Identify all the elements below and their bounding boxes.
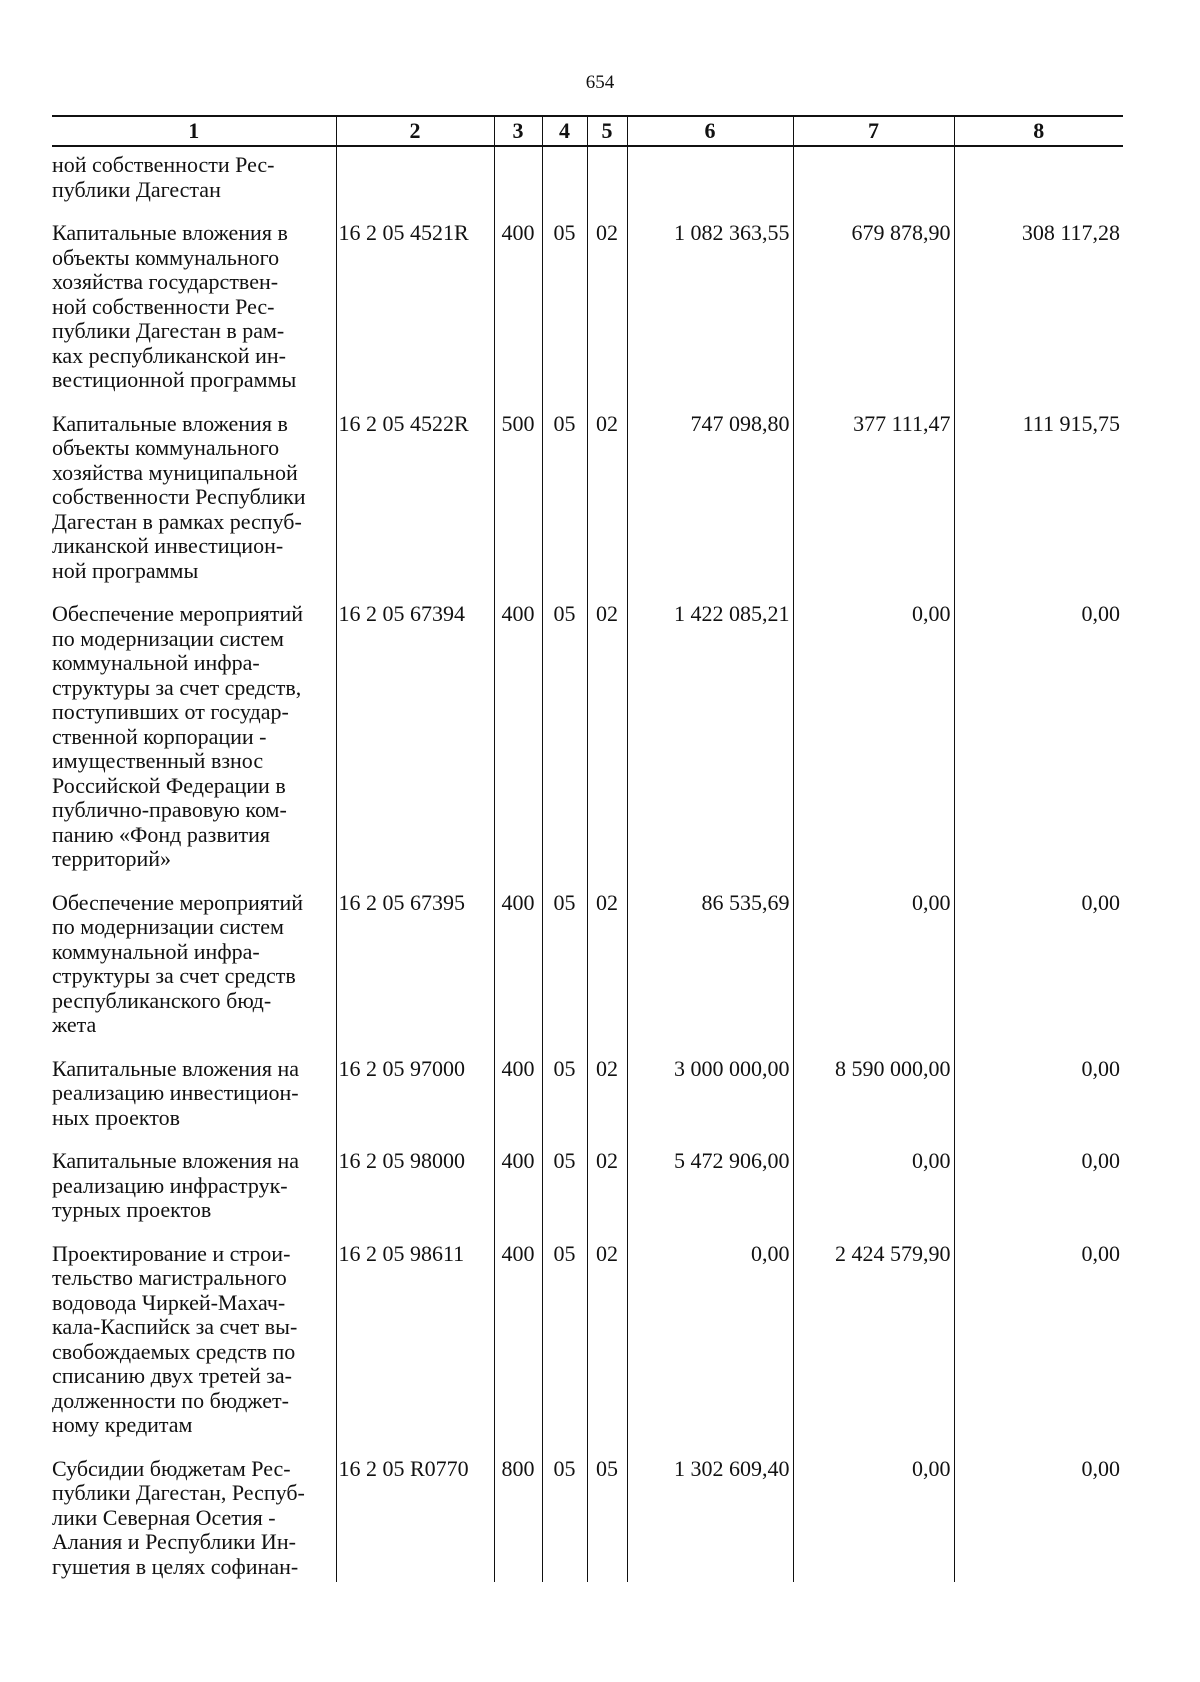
row-col-3: 400 xyxy=(494,602,542,891)
row-description: Капитальные вложения в объекты коммунального хозяйства государствен- ной собственности Рес- публики Дагестан в рам- ках республиканской ин- вестиционной программы xyxy=(52,220,297,392)
row-col-4: 05 xyxy=(542,1149,587,1242)
row-col-5: 02 xyxy=(587,1149,627,1242)
row-col-5: 05 xyxy=(587,1457,627,1583)
row-col-3 xyxy=(494,146,542,221)
row-amount-7: 377 111,47 xyxy=(793,412,954,603)
page-number: 654 xyxy=(585,72,615,93)
row-amount-8: 111 915,75 xyxy=(954,412,1123,603)
row-amount-6: 1 422 085,21 xyxy=(627,602,793,891)
row-col-3: 500 xyxy=(494,412,542,603)
header-col-2: 2 xyxy=(336,116,494,146)
row-amount-8: 0,00 xyxy=(954,1457,1123,1583)
budget-table-grid xyxy=(52,115,1123,1582)
row-amount-6 xyxy=(627,146,793,221)
row-amount-6: 0,00 xyxy=(627,1242,793,1457)
row-code: 16 2 05 98000 xyxy=(336,1149,494,1242)
row-amount-6: 1 302 609,40 xyxy=(627,1457,793,1583)
table-header xyxy=(52,116,1123,146)
row-col-5: 02 xyxy=(587,1057,627,1150)
row-col-3: 800 xyxy=(494,1457,542,1583)
row-col-5: 02 xyxy=(587,602,627,891)
row-amount-8: 0,00 xyxy=(954,1242,1123,1457)
row-description: Субсидии бюджетам Рес- публики Дагестан, Респуб- лики Северная Осетия - Алания и Республики Ин- гушетия в целях софинан- xyxy=(52,1455,305,1579)
row-code: 16 2 05 4522R xyxy=(336,412,494,603)
row-amount-6: 86 535,69 xyxy=(627,891,793,1057)
row-description: ной собственности Рес- публики Дагестан xyxy=(52,152,275,202)
table-body xyxy=(52,146,1123,1582)
table-row xyxy=(52,412,1123,603)
header-col-7: 7 xyxy=(793,116,954,146)
row-description: Капитальные вложения на реализацию инвестицион- ных проектов xyxy=(52,1055,299,1130)
table-row xyxy=(52,146,1123,221)
row-amount-8: 0,00 xyxy=(954,891,1123,1057)
row-amount-6: 747 098,80 xyxy=(627,412,793,603)
row-col-5: 02 xyxy=(587,1242,627,1457)
row-col-3: 400 xyxy=(494,221,542,412)
row-description: Проектирование и строи- тельство магистрального водовода Чиркей-Махач- кала-Каспийск за счет вы- свобождаемых средств по списанию двух третей за- долженности по бюджет- ному кредитам xyxy=(52,1240,298,1437)
row-col-4: 05 xyxy=(542,1457,587,1583)
table-row xyxy=(52,1149,1123,1242)
row-col-5: 02 xyxy=(587,221,627,412)
header-row xyxy=(52,116,1123,146)
row-amount-8: 0,00 xyxy=(954,1149,1123,1242)
row-amount-7: 0,00 xyxy=(793,1457,954,1583)
row-amount-8: 308 117,28 xyxy=(954,221,1123,412)
row-code: 16 2 05 67395 xyxy=(336,891,494,1057)
row-col-4 xyxy=(542,146,587,221)
row-code: 16 2 05 98611 xyxy=(336,1242,494,1457)
row-code: 16 2 05 4521R xyxy=(336,221,494,412)
row-col-4: 05 xyxy=(542,891,587,1057)
row-col-5 xyxy=(587,146,627,221)
row-description: Капитальные вложения в объекты коммунального хозяйства муниципальной собственности Республики Дагестан в рамках респуб- ликанской инвестицион- ной программы xyxy=(52,410,306,583)
row-code: 16 2 05 97000 xyxy=(336,1057,494,1150)
table-row xyxy=(52,602,1123,891)
row-amount-7: 0,00 xyxy=(793,602,954,891)
row-amount-7: 679 878,90 xyxy=(793,221,954,412)
table-row xyxy=(52,1457,1123,1583)
header-col-5: 5 xyxy=(587,116,627,146)
row-amount-8: 0,00 xyxy=(954,1057,1123,1150)
row-col-3: 400 xyxy=(494,1242,542,1457)
row-amount-7 xyxy=(793,146,954,221)
table-row xyxy=(52,891,1123,1057)
row-amount-6: 5 472 906,00 xyxy=(627,1149,793,1242)
header-col-3: 3 xyxy=(494,116,542,146)
row-col-3: 400 xyxy=(494,1149,542,1242)
header-col-1: 1 xyxy=(52,116,336,146)
row-amount-8 xyxy=(954,146,1123,221)
header-col-6: 6 xyxy=(627,116,793,146)
row-col-4: 05 xyxy=(542,1242,587,1457)
row-amount-7: 2 424 579,90 xyxy=(793,1242,954,1457)
row-col-4: 05 xyxy=(542,221,587,412)
row-amount-7: 0,00 xyxy=(793,891,954,1057)
row-amount-6: 3 000 000,00 xyxy=(627,1057,793,1150)
row-col-4: 05 xyxy=(542,1057,587,1150)
row-col-3: 400 xyxy=(494,891,542,1057)
row-col-4: 05 xyxy=(542,412,587,603)
row-amount-6: 1 082 363,55 xyxy=(627,221,793,412)
row-col-5: 02 xyxy=(587,891,627,1057)
row-description: Капитальные вложения на реализацию инфраструк- турных проектов xyxy=(52,1148,299,1222)
row-amount-7: 8 590 000,00 xyxy=(793,1057,954,1150)
table-row xyxy=(52,221,1123,412)
row-code xyxy=(336,146,494,221)
row-description: Обеспечение мероприятий по модернизации систем коммунальной инфра- структуры за счет средств, поступивших от государ- ственной корпорации - имущественный взнос Российской Федерации в публично-правовую ком- панию «Фонд развития территорий» xyxy=(52,601,304,871)
row-code: 16 2 05 R0770 xyxy=(336,1457,494,1583)
row-col-4: 05 xyxy=(542,602,587,891)
header-col-4: 4 xyxy=(542,116,587,146)
row-col-3: 400 xyxy=(494,1057,542,1150)
row-amount-7: 0,00 xyxy=(793,1149,954,1242)
row-col-5: 02 xyxy=(587,412,627,603)
row-description: Обеспечение мероприятий по модернизации систем коммунальной инфра- структуры за счет средств республиканского бюд- жета xyxy=(52,889,304,1037)
table-row xyxy=(52,1242,1123,1457)
row-amount-8: 0,00 xyxy=(954,602,1123,891)
budget-table xyxy=(52,115,1123,1582)
table-row xyxy=(52,1057,1123,1150)
header-col-8: 8 xyxy=(954,116,1123,146)
row-code: 16 2 05 67394 xyxy=(336,602,494,891)
